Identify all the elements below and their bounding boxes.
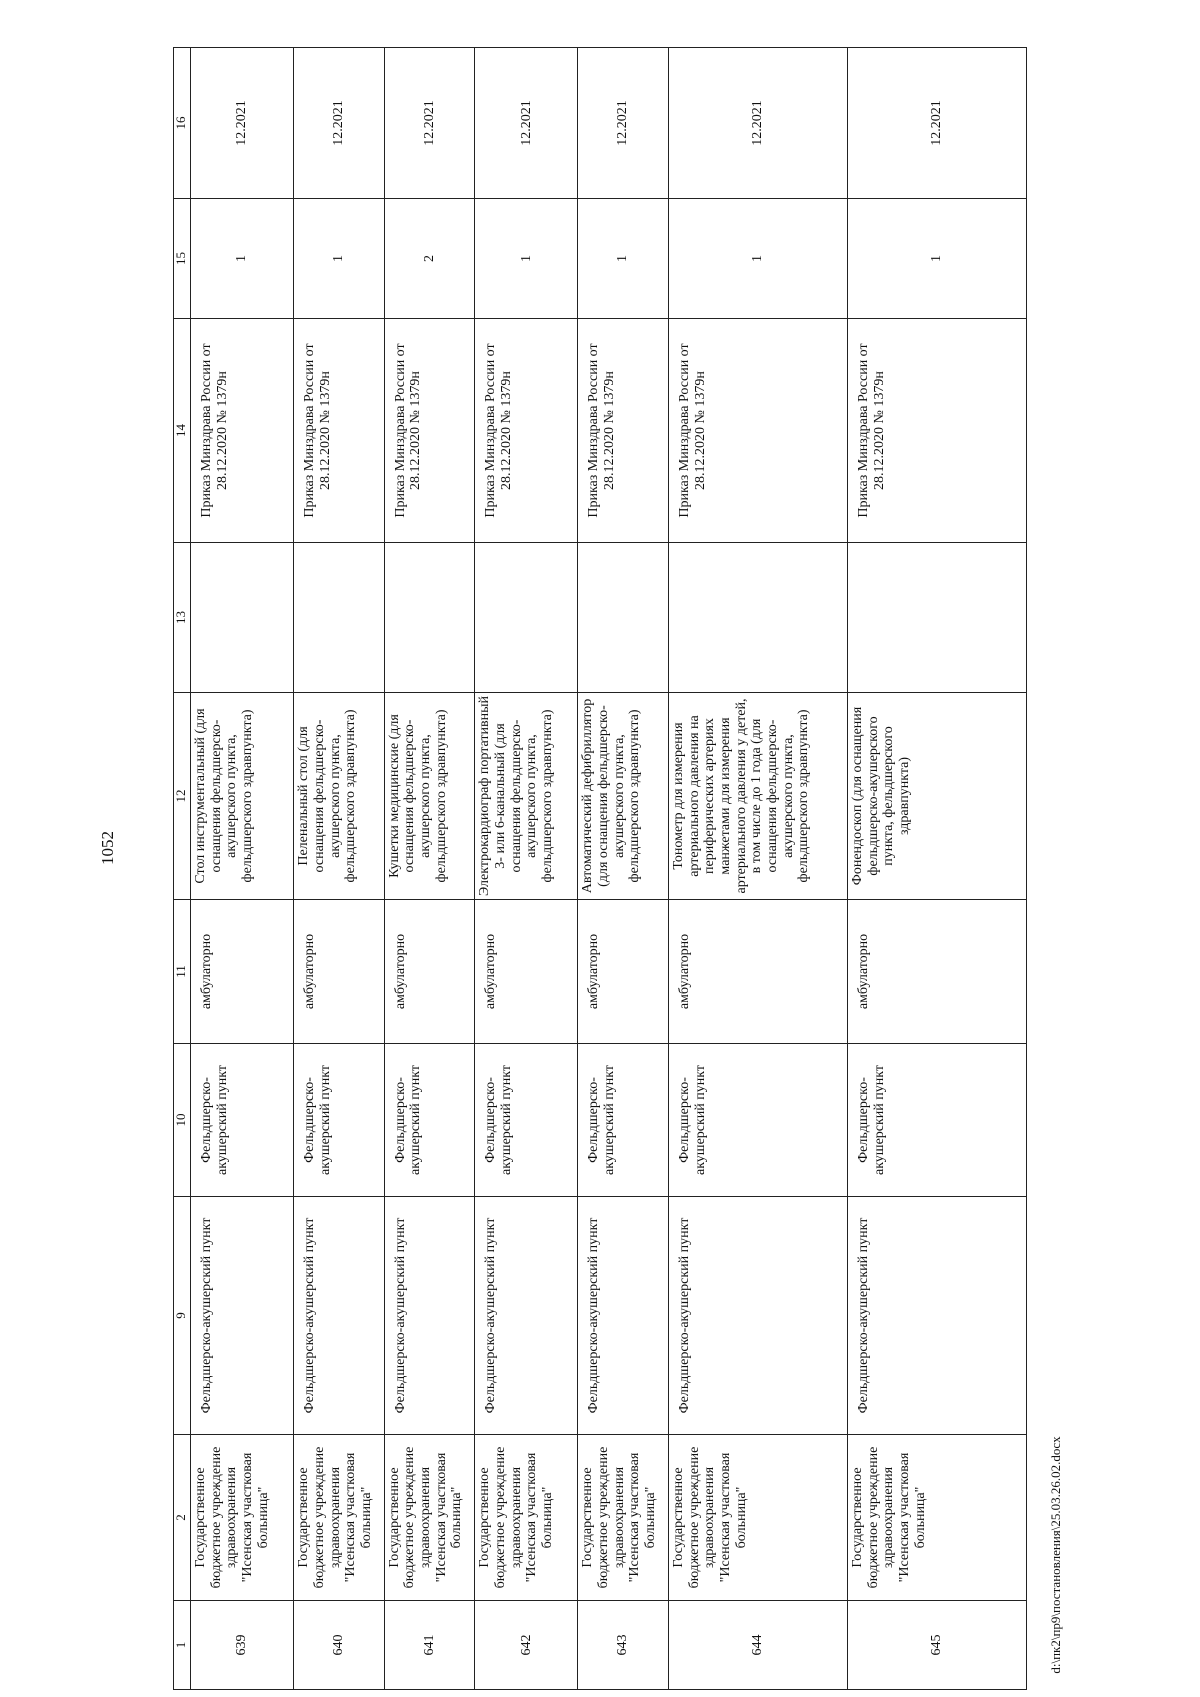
- column-13-cell: [475, 543, 578, 693]
- footer-file-path: d:\пк2\пр9\постановления\25.03.26.02.docx: [1048, 1436, 1063, 1674]
- care-form-cell: амбулаторно: [191, 900, 294, 1044]
- date-cell: 12.2021: [668, 48, 847, 199]
- equipment-cell: Автоматический дефибриллятор (для оснащения фельдшерско-акушерского пункта, фельдшерского здравпункта): [578, 693, 669, 900]
- row-number-cell: 641: [384, 1601, 475, 1690]
- regulatory-document-cell: Приказ Минздрава России от 28.12.2020 № 1379н: [668, 319, 847, 543]
- table-row: [191, 48, 294, 1690]
- care-form-cell: амбулаторно: [668, 900, 847, 1044]
- row-number-cell: 639: [191, 1601, 294, 1690]
- column-number: 2: [174, 1435, 191, 1601]
- table-row: [384, 48, 475, 1690]
- table-container: [173, 48, 1027, 1690]
- column-13-cell: [294, 543, 385, 693]
- quantity-cell: 1: [475, 199, 578, 319]
- equipment-cell: Кушетки медицинские (для оснащения фельдшерско-акушерского пункта, фельдшерского здравпункта): [384, 693, 475, 900]
- row-number-cell: 640: [294, 1601, 385, 1690]
- regulatory-document-cell: Приказ Минздрава России от 28.12.2020 № 1379н: [294, 319, 385, 543]
- row-number-cell: 645: [847, 1601, 1026, 1690]
- column-13-cell: [384, 543, 475, 693]
- date-cell: 12.2021: [294, 48, 385, 199]
- column-number: 13: [174, 543, 191, 693]
- equipment-cell: Стол инструментальный (для оснащения фельдшерско-акушерского пункта, фельдшерского здравпункта): [191, 693, 294, 900]
- quantity-cell: 2: [384, 199, 475, 319]
- care-form-cell: амбулаторно: [578, 900, 669, 1044]
- quantity-cell: 1: [668, 199, 847, 319]
- equipment-cell: Тонометр для измерения артериального давления на периферических артериях манжетами для измерения артериального давления у детей, в том числе до 1 года (для оснащения фельдшерско-акушерского пункта, фельдшерского здравпункта): [668, 693, 847, 900]
- facility-type-cell: Фельдшерско-акушерский пункт: [294, 1044, 385, 1197]
- regulatory-document-cell: Приказ Минздрава России от 28.12.2020 № 1379н: [847, 319, 1026, 543]
- facility-cell: Фельдшерско-акушерский пункт: [847, 1197, 1026, 1435]
- regulatory-document-cell: Приказ Минздрава России от 28.12.2020 № 1379н: [191, 319, 294, 543]
- column-number: 15: [174, 199, 191, 319]
- facility-cell: Фельдшерско-акушерский пункт: [475, 1197, 578, 1435]
- facility-cell: Фельдшерско-акушерский пункт: [294, 1197, 385, 1435]
- care-form-cell: амбулаторно: [847, 900, 1026, 1044]
- facility-type-cell: Фельдшерско-акушерский пункт: [668, 1044, 847, 1197]
- facility-type-cell: Фельдшерско-акушерский пункт: [578, 1044, 669, 1197]
- column-number: 10: [174, 1044, 191, 1197]
- organization-cell: Государственное бюджетное учреждение здравоохранения "Исенская участковая больница": [191, 1435, 294, 1601]
- column-13-cell: [668, 543, 847, 693]
- date-cell: 12.2021: [847, 48, 1026, 199]
- regulatory-document-cell: Приказ Минздрава России от 28.12.2020 № 1379н: [578, 319, 669, 543]
- column-number: 16: [174, 48, 191, 199]
- column-number: 14: [174, 319, 191, 543]
- facility-cell: Фельдшерско-акушерский пункт: [384, 1197, 475, 1435]
- table-row: [475, 48, 578, 1690]
- equipment-cell: Электрокардиограф портативный 3- или 6-канальный (для оснащения фельдшерско-акушерского пункта, фельдшерского здравпункта): [475, 693, 578, 900]
- facility-cell: Фельдшерско-акушерский пункт: [668, 1197, 847, 1435]
- care-form-cell: амбулаторно: [475, 900, 578, 1044]
- column-number: 1: [174, 1601, 191, 1690]
- facility-type-cell: Фельдшерско-акушерский пункт: [384, 1044, 475, 1197]
- column-13-cell: [578, 543, 669, 693]
- column-number-row: [174, 48, 191, 1690]
- equipment-cell: Фонендоскоп (для оснащения фельдшерско-акушерского пункта, фельдшерского здравпункта): [847, 693, 1026, 900]
- quantity-cell: 1: [294, 199, 385, 319]
- date-cell: 12.2021: [191, 48, 294, 199]
- column-number: 9: [174, 1197, 191, 1435]
- row-number-cell: 643: [578, 1601, 669, 1690]
- quantity-cell: 1: [847, 199, 1026, 319]
- organization-cell: Государственное бюджетное учреждение здравоохранения "Исенская участковая больница": [847, 1435, 1026, 1601]
- row-number-cell: 644: [668, 1601, 847, 1690]
- table-row: [294, 48, 385, 1690]
- column-number: 12: [174, 693, 191, 900]
- table-row: [578, 48, 669, 1690]
- date-cell: 12.2021: [578, 48, 669, 199]
- organization-cell: Государственное бюджетное учреждение здравоохранения "Исенская участковая больница": [578, 1435, 669, 1601]
- quantity-cell: 1: [191, 199, 294, 319]
- organization-cell: Государственное бюджетное учреждение здравоохранения "Исенская участковая больница": [668, 1435, 847, 1601]
- page-number: 1052: [98, 831, 117, 865]
- facility-type-cell: Фельдшерско-акушерский пункт: [475, 1044, 578, 1197]
- regulatory-document-cell: Приказ Минздрава России от 28.12.2020 № 1379н: [475, 319, 578, 543]
- quantity-cell: 1: [578, 199, 669, 319]
- organization-cell: Государственное бюджетное учреждение здравоохранения "Исенская участковая больница": [384, 1435, 475, 1601]
- equipment-table: [173, 47, 1027, 1690]
- facility-type-cell: Фельдшерско-акушерский пункт: [847, 1044, 1026, 1197]
- care-form-cell: амбулаторно: [384, 900, 475, 1044]
- equipment-cell: Пеленальный стол (для оснащения фельдшерско-акушерского пункта, фельдшерского здравпункта): [294, 693, 385, 900]
- column-13-cell: [847, 543, 1026, 693]
- table-body: [191, 48, 1027, 1690]
- facility-cell: Фельдшерско-акушерский пункт: [191, 1197, 294, 1435]
- date-cell: 12.2021: [475, 48, 578, 199]
- facility-type-cell: Фельдшерско-акушерский пункт: [191, 1044, 294, 1197]
- organization-cell: Государственное бюджетное учреждение здравоохранения "Исенская участковая больница": [294, 1435, 385, 1601]
- regulatory-document-cell: Приказ Минздрава России от 28.12.2020 № 1379н: [384, 319, 475, 543]
- table-row: [668, 48, 847, 1690]
- facility-cell: Фельдшерско-акушерский пункт: [578, 1197, 669, 1435]
- date-cell: 12.2021: [384, 48, 475, 199]
- row-number-cell: 642: [475, 1601, 578, 1690]
- column-number: 11: [174, 900, 191, 1044]
- organization-cell: Государственное бюджетное учреждение здравоохранения "Исенская участковая больница": [475, 1435, 578, 1601]
- care-form-cell: амбулаторно: [294, 900, 385, 1044]
- column-13-cell: [191, 543, 294, 693]
- table-row: [847, 48, 1026, 1690]
